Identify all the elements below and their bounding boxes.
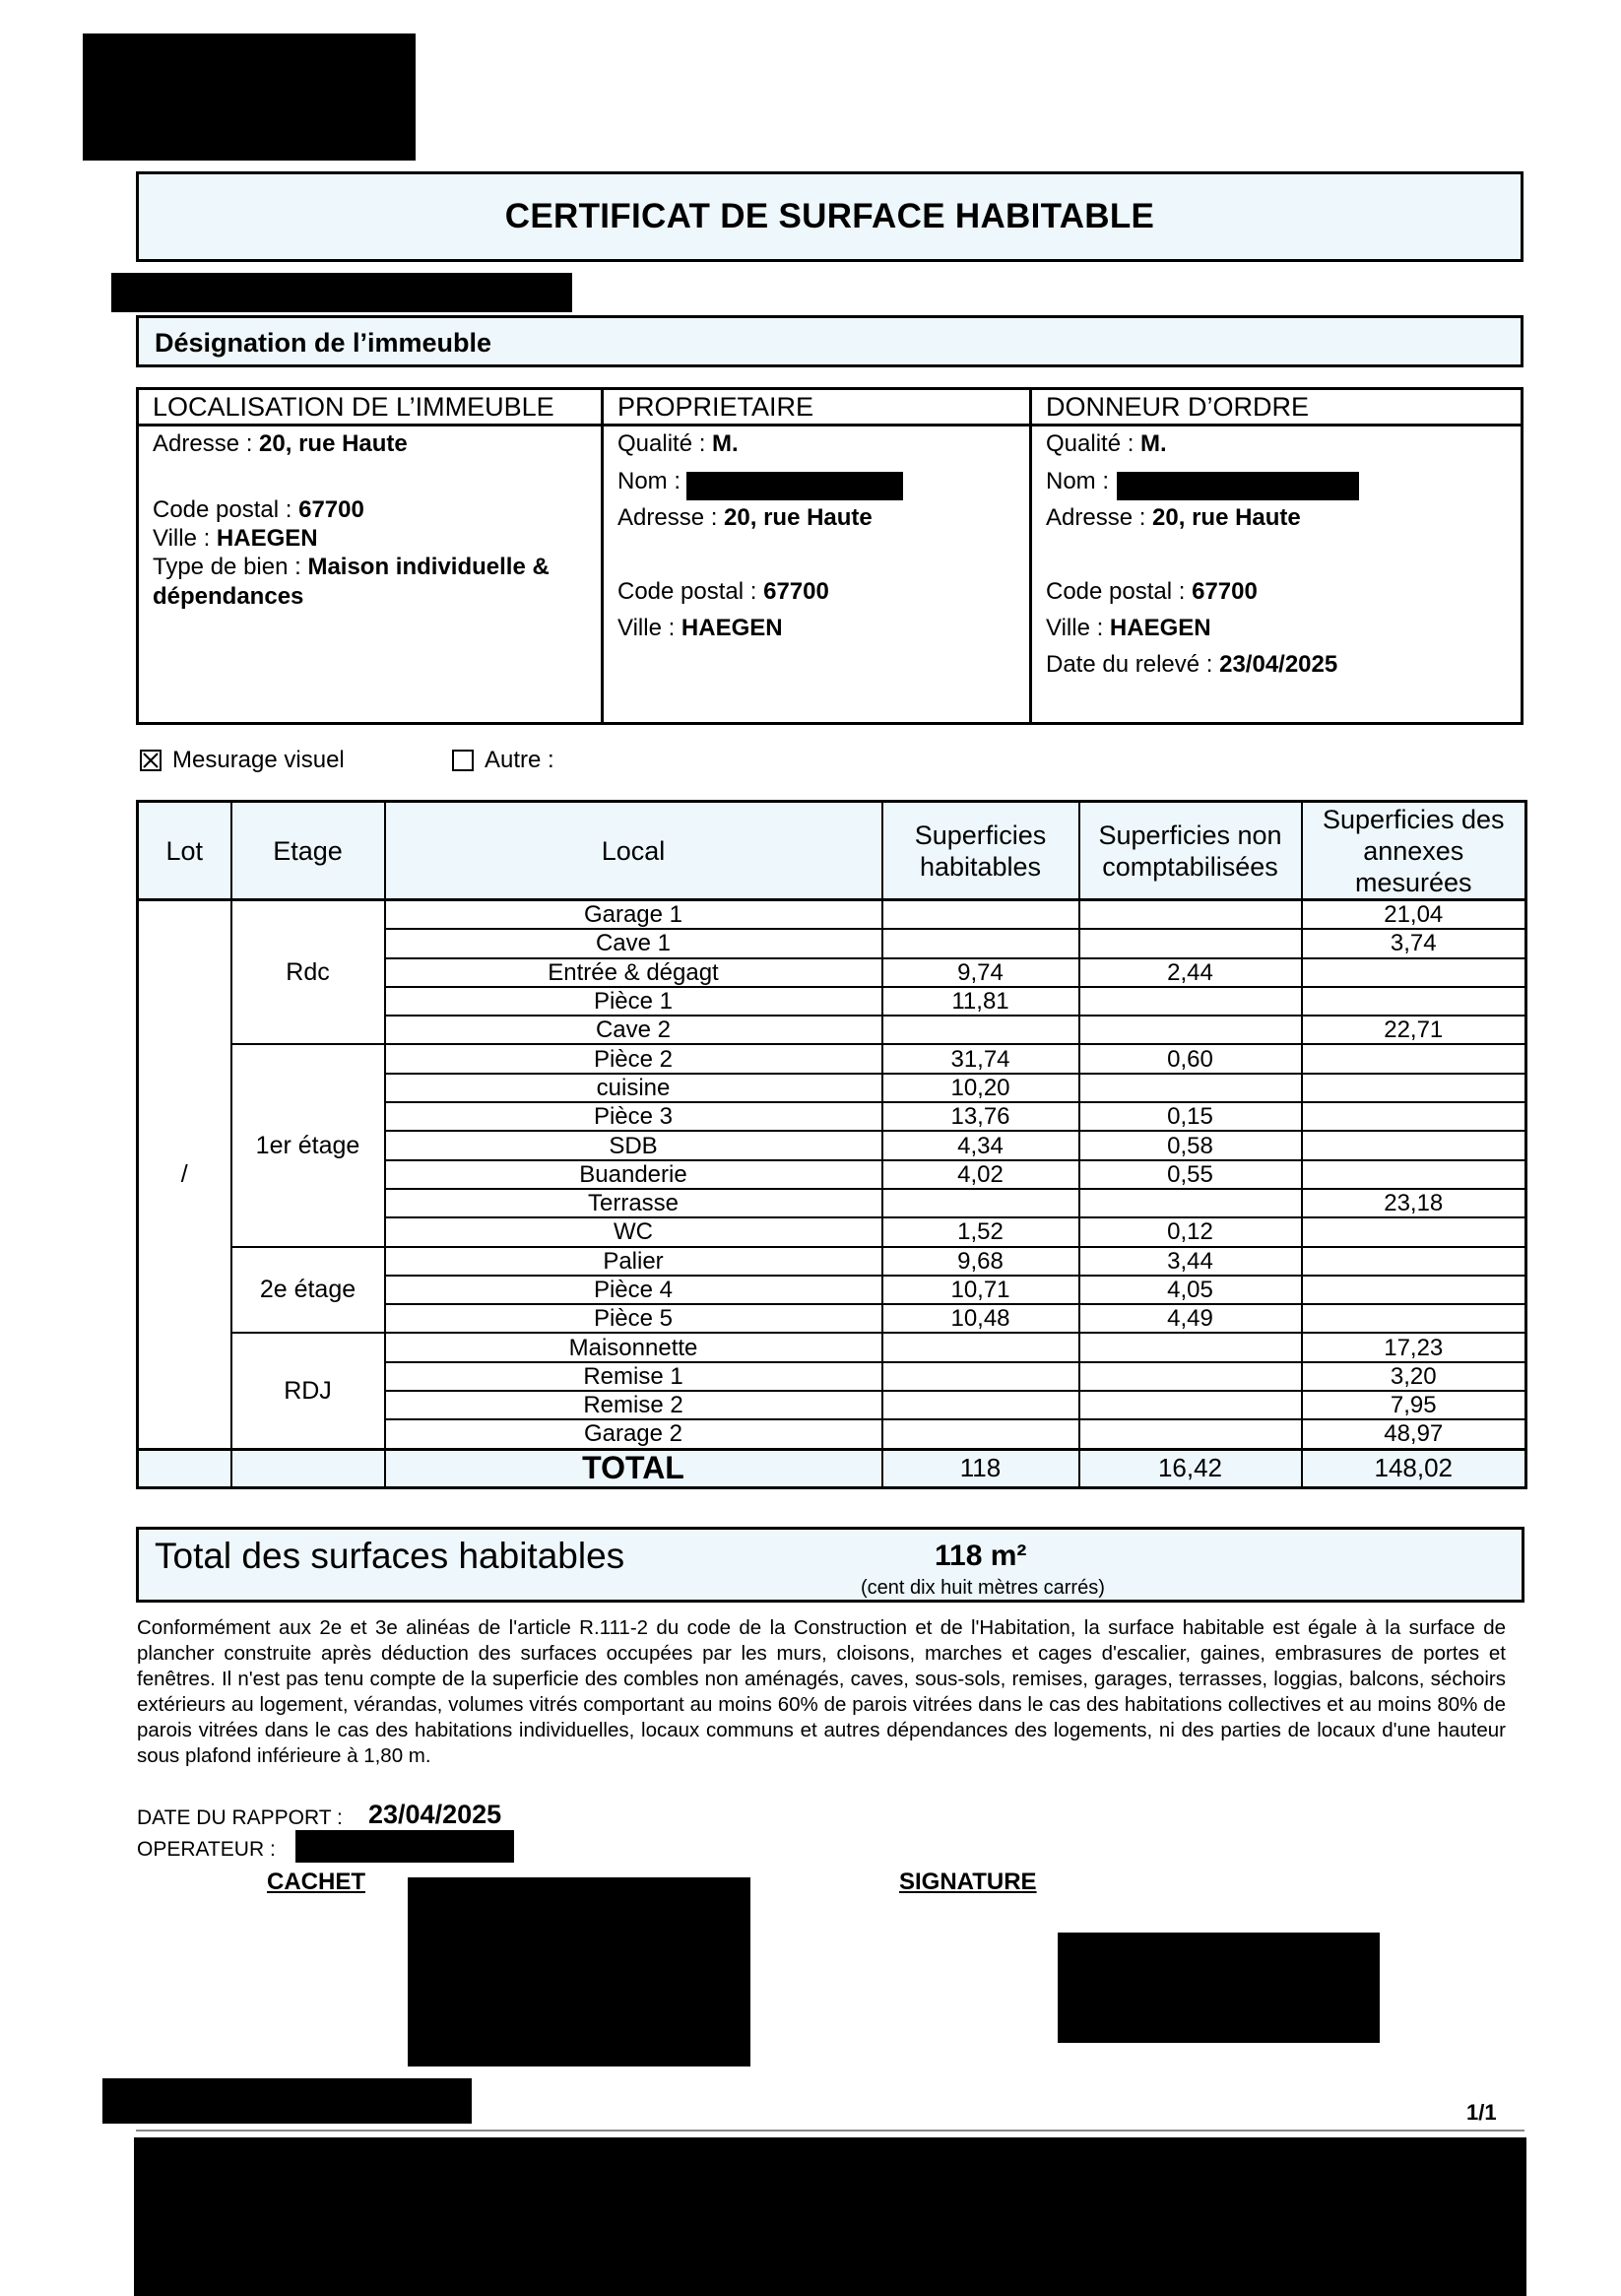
- total-annexe-cell: 148,02: [1302, 1449, 1526, 1487]
- proprietaire-adresse: Adresse : 20, rue Haute: [617, 504, 873, 531]
- header-annexes: Superficies des annexes mesurées: [1302, 802, 1526, 900]
- annexe-cell: 3,74: [1302, 929, 1526, 957]
- designation-title: Désignation de l’immeuble: [155, 328, 492, 358]
- local-cell: cuisine: [385, 1074, 882, 1102]
- habitable-cell: 1,52: [882, 1217, 1079, 1246]
- donneur-date-releve: Date du relevé : 23/04/2025: [1046, 651, 1338, 678]
- property-info-table: [136, 387, 1524, 725]
- proprietaire-cp: Code postal : 67700: [617, 578, 829, 605]
- table-row: [138, 1247, 1526, 1276]
- habitable-cell: 11,81: [882, 987, 1079, 1016]
- donneur-adresse: Adresse : 20, rue Haute: [1046, 504, 1301, 531]
- local-cell: Palier: [385, 1247, 882, 1276]
- localisation-adresse: Adresse : 20, rue Haute: [153, 430, 408, 457]
- habitable-cell: [882, 929, 1079, 957]
- local-cell: Cave 2: [385, 1016, 882, 1044]
- mesurage-visuel-checkbox[interactable]: [140, 750, 162, 771]
- autre-label: Autre :: [485, 747, 554, 773]
- annexe-cell: 21,04: [1302, 900, 1526, 930]
- local-cell: Garage 2: [385, 1419, 882, 1449]
- annexe-cell: 7,95: [1302, 1391, 1526, 1419]
- habitable-cell: [882, 1189, 1079, 1217]
- local-cell: Remise 1: [385, 1362, 882, 1391]
- total-label-cell: TOTAL: [385, 1449, 882, 1487]
- redacted-footer-bottom: [134, 2137, 1526, 2296]
- non-comptabilisee-cell: [1079, 1419, 1302, 1449]
- check-x-icon: [142, 752, 160, 769]
- habitable-cell: 31,74: [882, 1044, 1079, 1073]
- etage-cell: 1er étage: [231, 1044, 385, 1246]
- legal-paragraph: Conformément aux 2e et 3e alinéas de l'article R.111-2 du code de la Construction et de l'Habitation, la surface habitable est égale à la surface de plancher construite après déduction des surfaces occupées par les murs, cloisons, marches et cages d'escalier, gaines, embrasures de portes et fenêtres. Il n'est pas tenu compte de la superficie des combles non aménagés, caves, sous-sols, remises, garages, terrasses, loggias, balcons, séchoirs extérieurs au logement, vérandas, volumes vitrés comportant au moins 60% de parois vitrées dans le cas des habitations collectives et au moins 80% de parois vitrées dans le cas des habitations individuelles, locaux communs et autres dépendances des logements, ni des parties de locaux d'une hauteur sous plafond inférieure à 1,80 m.: [137, 1616, 1506, 1767]
- non-comptabilisee-cell: [1079, 900, 1302, 930]
- annexe-cell: [1302, 1247, 1526, 1276]
- localisation-cp: Code postal : 67700: [153, 496, 364, 523]
- non-comptabilisee-cell: [1079, 1362, 1302, 1391]
- non-comptabilisee-cell: 0,15: [1079, 1102, 1302, 1131]
- total-non-comptabilisee-cell: 16,42: [1079, 1449, 1302, 1487]
- local-cell: Terrasse: [385, 1189, 882, 1217]
- donneur-nom: Nom :: [1046, 468, 1110, 494]
- proprietaire-column: [604, 390, 1032, 722]
- proprietaire-nom: Nom :: [617, 468, 681, 494]
- total-habitable-box: [136, 1527, 1524, 1603]
- habitable-cell: [882, 900, 1079, 930]
- total-lot-cell: [138, 1449, 231, 1487]
- local-cell: Pièce 5: [385, 1304, 882, 1333]
- lot-cell: /: [138, 900, 231, 1450]
- total-habitable-label: Total des surfaces habitables: [155, 1536, 625, 1576]
- signature-label: SIGNATURE: [899, 1869, 1037, 1895]
- date-rapport-value: 23/04/2025: [368, 1800, 502, 1829]
- annexe-cell: [1302, 1102, 1526, 1131]
- local-cell: Pièce 2: [385, 1044, 882, 1073]
- local-cell: Garage 1: [385, 900, 882, 930]
- proprietaire-header: PROPRIETAIRE: [604, 390, 1029, 426]
- donneur-ville: Ville : HAEGEN: [1046, 615, 1211, 641]
- local-cell: Pièce 1: [385, 987, 882, 1016]
- donneur-qualite: Qualité : M.: [1046, 430, 1167, 457]
- etage-cell: RDJ: [231, 1333, 385, 1449]
- localisation-header: LOCALISATION DE L’IMMEUBLE: [139, 390, 601, 426]
- total-habitable-words: (cent dix huit mètres carrés): [861, 1577, 1105, 1599]
- habitable-cell: 4,34: [882, 1131, 1079, 1159]
- non-comptabilisee-cell: 0,60: [1079, 1044, 1302, 1073]
- habitable-cell: 13,76: [882, 1102, 1079, 1131]
- habitable-cell: 9,74: [882, 958, 1079, 987]
- non-comptabilisee-cell: [1079, 929, 1302, 957]
- table-row: [138, 900, 1526, 930]
- page-number: 1/1: [1466, 2100, 1497, 2125]
- annexe-cell: [1302, 958, 1526, 987]
- habitable-cell: [882, 1419, 1079, 1449]
- document-title: CERTIFICAT DE SURFACE HABITABLE: [504, 197, 1155, 235]
- habitable-cell: [882, 1391, 1079, 1419]
- redacted-cachet: [408, 1877, 750, 2066]
- annexe-cell: [1302, 1044, 1526, 1073]
- header-habitables: Superficies habitables: [882, 802, 1079, 900]
- localisation-column: [139, 390, 604, 722]
- redacted-proprietaire-nom: [686, 472, 903, 500]
- annexe-cell: [1302, 1217, 1526, 1246]
- header-etage: Etage: [231, 802, 385, 900]
- non-comptabilisee-cell: [1079, 1391, 1302, 1419]
- redacted-operateur: [295, 1830, 514, 1863]
- habitable-cell: 4,02: [882, 1160, 1079, 1189]
- habitable-cell: 10,20: [882, 1074, 1079, 1102]
- etage-cell: Rdc: [231, 900, 385, 1045]
- habitable-cell: [882, 1016, 1079, 1044]
- non-comptabilisee-cell: [1079, 1016, 1302, 1044]
- proprietaire-qualite: Qualité : M.: [617, 430, 739, 457]
- donneur-header: DONNEUR D’ORDRE: [1032, 390, 1521, 426]
- annexe-cell: [1302, 1160, 1526, 1189]
- local-cell: Buanderie: [385, 1160, 882, 1189]
- designation-header: [136, 315, 1524, 367]
- table-header-row: [138, 802, 1526, 900]
- habitable-cell: 9,68: [882, 1247, 1079, 1276]
- proprietaire-ville: Ville : HAEGEN: [617, 615, 783, 641]
- annexe-cell: [1302, 1276, 1526, 1304]
- non-comptabilisee-cell: 4,49: [1079, 1304, 1302, 1333]
- redacted-signature: [1058, 1933, 1380, 2043]
- redacted-logo: [83, 33, 416, 161]
- localisation-type-cont: dépendances: [153, 583, 304, 610]
- annexe-cell: 3,20: [1302, 1362, 1526, 1391]
- annexe-cell: [1302, 987, 1526, 1016]
- local-cell: Pièce 3: [385, 1102, 882, 1131]
- localisation-type: Type de bien : Maison individuelle &: [153, 554, 550, 580]
- table-row: [138, 1333, 1526, 1361]
- document-title-box: [136, 171, 1524, 262]
- habitable-cell: 10,48: [882, 1304, 1079, 1333]
- non-comptabilisee-cell: 0,55: [1079, 1160, 1302, 1189]
- annexe-cell: 22,71: [1302, 1016, 1526, 1044]
- header-lot: Lot: [138, 802, 231, 900]
- total-habitable-cell: 118: [882, 1449, 1079, 1487]
- non-comptabilisee-cell: 4,05: [1079, 1276, 1302, 1304]
- non-comptabilisee-cell: 0,58: [1079, 1131, 1302, 1159]
- table-row: [138, 1044, 1526, 1073]
- non-comptabilisee-cell: 2,44: [1079, 958, 1302, 987]
- non-comptabilisee-cell: 0,12: [1079, 1217, 1302, 1246]
- habitable-cell: [882, 1362, 1079, 1391]
- annexe-cell: [1302, 1074, 1526, 1102]
- local-cell: Maisonnette: [385, 1333, 882, 1361]
- annexe-cell: 48,97: [1302, 1419, 1526, 1449]
- non-comptabilisee-cell: 3,44: [1079, 1247, 1302, 1276]
- mesurage-visuel-label: Mesurage visuel: [172, 747, 345, 773]
- local-cell: Pièce 4: [385, 1276, 882, 1304]
- non-comptabilisee-cell: [1079, 987, 1302, 1016]
- non-comptabilisee-cell: [1079, 1074, 1302, 1102]
- annexe-cell: [1302, 1304, 1526, 1333]
- header-local: Local: [385, 802, 882, 900]
- redacted-reference: [111, 273, 572, 312]
- local-cell: Entrée & dégagt: [385, 958, 882, 987]
- non-comptabilisee-cell: [1079, 1333, 1302, 1361]
- annexe-cell: [1302, 1131, 1526, 1159]
- footer-divider: [136, 2130, 1524, 2132]
- operateur-label: OPERATEUR :: [137, 1838, 276, 1861]
- non-comptabilisee-cell: [1079, 1189, 1302, 1217]
- cachet-label: CACHET: [267, 1869, 365, 1895]
- header-non-comptabilisees: Superficies non comptabilisées: [1079, 802, 1302, 900]
- surfaces-table: [136, 800, 1527, 1489]
- local-cell: SDB: [385, 1131, 882, 1159]
- donneur-cp: Code postal : 67700: [1046, 578, 1258, 605]
- redacted-donneur-nom: [1117, 472, 1359, 500]
- local-cell: WC: [385, 1217, 882, 1246]
- annexe-cell: 17,23: [1302, 1333, 1526, 1361]
- donneur-column: [1032, 390, 1521, 722]
- total-habitable-value: 118 m²: [935, 1540, 1027, 1572]
- date-rapport-label: DATE DU RAPPORT :: [137, 1806, 343, 1829]
- local-cell: Remise 2: [385, 1391, 882, 1419]
- total-row: [138, 1449, 1526, 1487]
- local-cell: Cave 1: [385, 929, 882, 957]
- habitable-cell: 10,71: [882, 1276, 1079, 1304]
- etage-cell: 2e étage: [231, 1247, 385, 1334]
- localisation-ville: Ville : HAEGEN: [153, 525, 318, 552]
- redacted-footer-left: [102, 2078, 472, 2124]
- annexe-cell: 23,18: [1302, 1189, 1526, 1217]
- autre-checkbox[interactable]: [452, 750, 474, 771]
- habitable-cell: [882, 1333, 1079, 1361]
- total-etage-cell: [231, 1449, 385, 1487]
